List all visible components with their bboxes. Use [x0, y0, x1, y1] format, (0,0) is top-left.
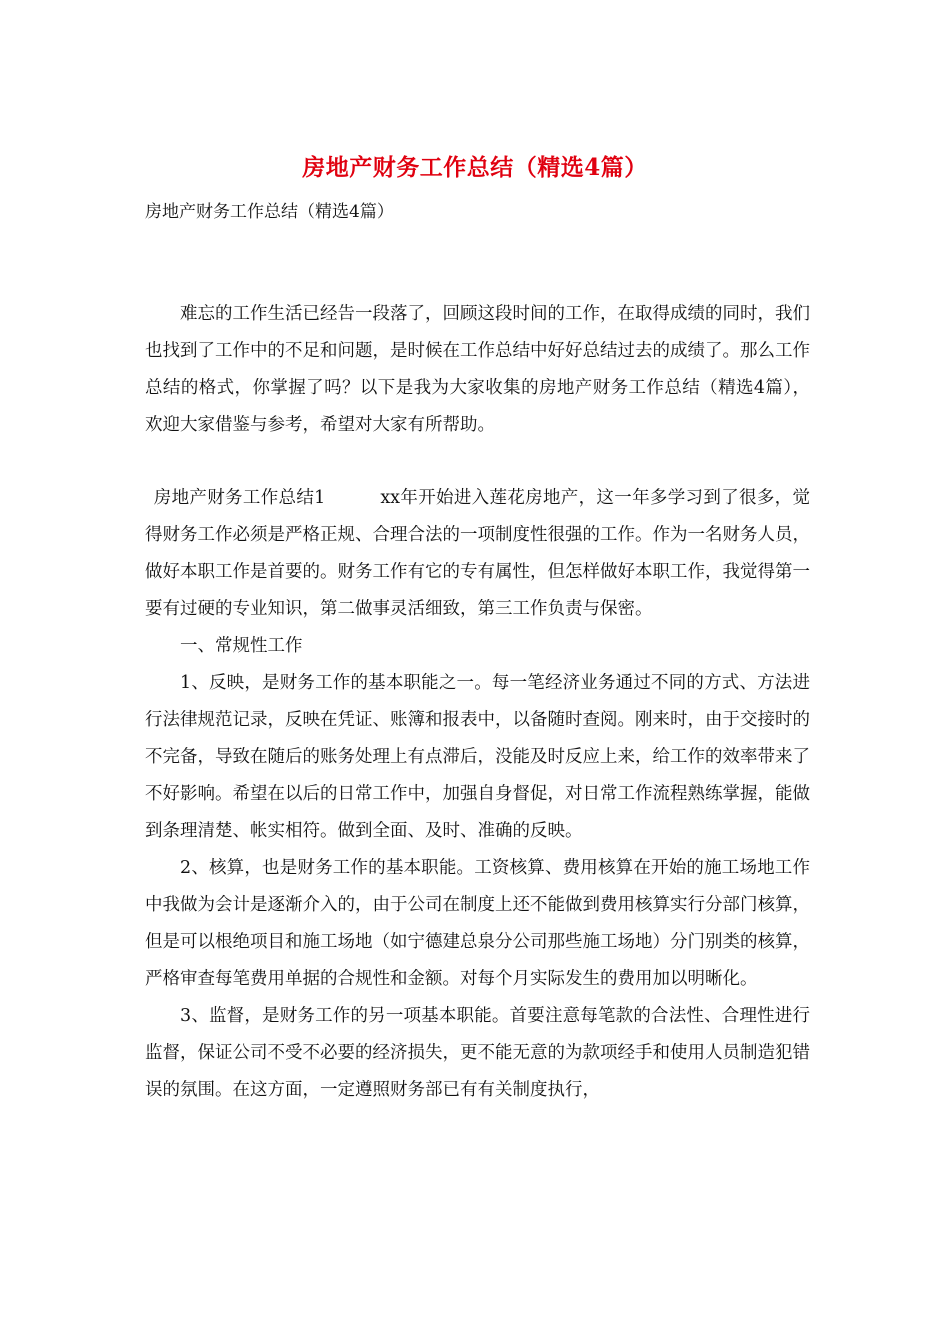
- document-subtitle: 房地产财务工作总结（精选4篇）: [145, 202, 394, 222]
- section-1-subheading-routine: 一、常规性工作: [180, 636, 303, 656]
- section-1-paragraph-accounting: 2、核算，也是财务工作的基本职能。工资核算、费用核算在开始的施工场地工作中我做为会计是逐渐介入的，由于公司在制度上还不能做到费用核算实行分部门核算，但是可以根绝项目和施工场地（如宁德建总泉分公司那些施工场地）分门别类的核算，严格审查每笔费用单据的合规性和金额。对每个月实际发生的费用加以明晰化。: [145, 858, 810, 989]
- document-title: 房地产财务工作总结（精选4篇）: [302, 154, 648, 181]
- section-1-lead-text: xx年开始进入莲花房地产，这一年多学习到了很多，觉得财务工作必须是严格正规、合理合法的一项制度性很强的工作。作为一名财务人员，做好本职工作是首要的。财务工作有它的专有属性，但怎样做好本职工作，我觉得第一要有过硬的专业知识，第二做事灵活细致，第三工作负责与保密。: [145, 488, 810, 619]
- section-1-paragraph-reflect: 1、反映，是财务工作的基本职能之一。每一笔经济业务通过不同的方式、方法进行法律规范记录，反映在凭证、账簿和报表中，以备随时查阅。刚来时，由于交接时的不完备，导致在随后的账务处理上有点滞后，没能及时反应上来，给工作的效率带来了不好影响。希望在以后的日常工作中，加强自身督促，对日常工作流程熟练掌握，能做到条理清楚、帐实相符。做到全面、及时、准确的反映。: [145, 673, 810, 841]
- section-1-lead-paragraph: [145, 480, 810, 628]
- section-1-heading: 房地产财务工作总结1: [153, 488, 326, 508]
- section-1-paragraph-supervision: 3、监督，是财务工作的另一项基本职能。首要注意每笔款的合法性、合理性进行监督，保证公司不受不必要的经济损失，更不能无意的为款项经手和使用人员制造犯错误的氛围。在这方面，一定遵照财务部已有有关制度执行，: [145, 1006, 810, 1100]
- section-1: [145, 480, 810, 1109]
- intro-paragraph: 难忘的工作生活已经告一段落了，回顾这段时间的工作，在取得成绩的同时，我们也找到了工作中的不足和问题，是时候在工作总结中好好总结过去的成绩了。那么工作总结的格式，你掌握了吗？以下是我为大家收集的房地产财务工作总结（精选4篇），欢迎大家借鉴与参考，希望对大家有所帮助。: [145, 304, 810, 435]
